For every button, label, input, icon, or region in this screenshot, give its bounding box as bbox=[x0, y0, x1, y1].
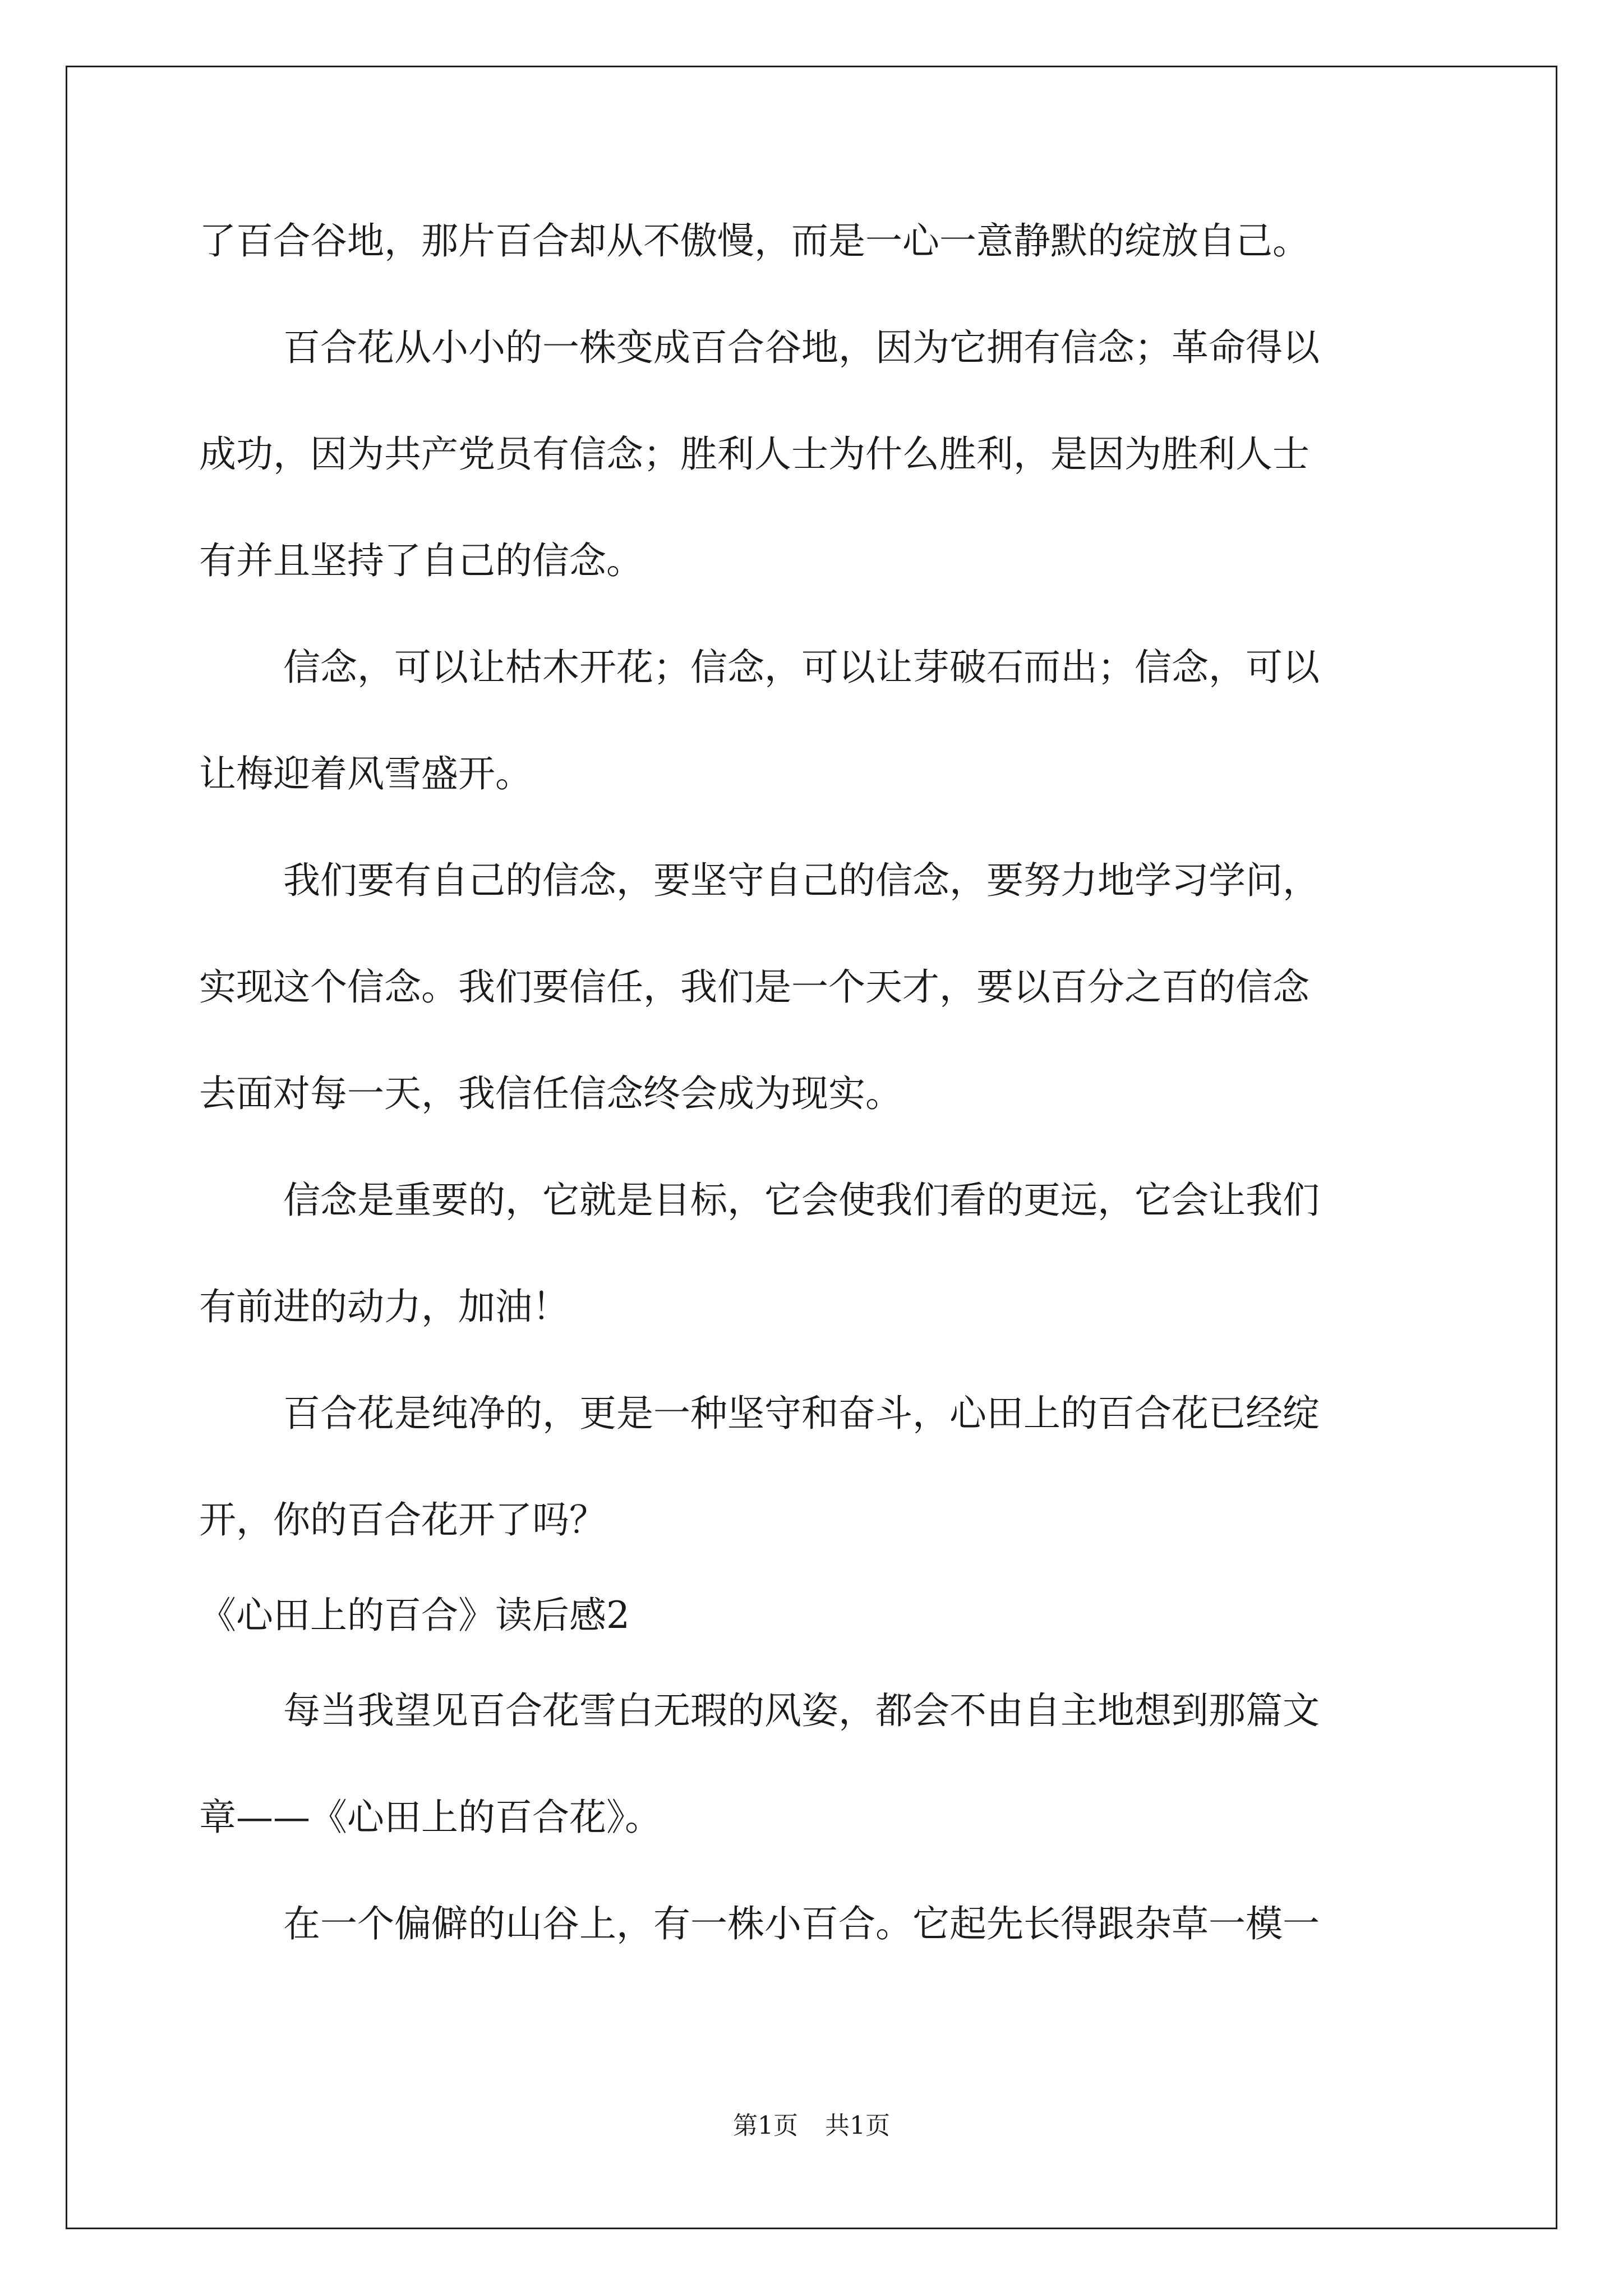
paragraph-start: 百合花是纯净的，更是一种坚守和奋斗，心田上的百合花已经绽 bbox=[283, 1392, 1320, 1435]
page-number: 第1页 bbox=[733, 2111, 798, 2140]
section-title: 《心田上的百合》读后感2 bbox=[199, 1594, 630, 1637]
text-line: 有前进的动力，加油！ bbox=[199, 1285, 569, 1328]
text-line: 有并且坚持了自己的信念。 bbox=[199, 539, 643, 582]
page-footer bbox=[0, 2109, 1623, 2143]
paragraph-start: 信念，可以让枯木开花；信念，可以让芽破石而出；信念，可以 bbox=[283, 646, 1320, 689]
paragraph-start: 百合花从小小的一株变成百合谷地，因为它拥有信念；革命得以 bbox=[283, 326, 1320, 369]
text-line: 实现这个信念。我们要信任，我们是一个天才，要以百分之百的信念 bbox=[199, 965, 1310, 1009]
text-line: 去面对每一天，我信任信念终会成为现实。 bbox=[199, 1072, 902, 1115]
paragraph-start: 在一个偏僻的山谷上，有一株小百合。它起先长得跟杂草一模一 bbox=[283, 1902, 1320, 1945]
text-line: 让梅迎着风雪盛开。 bbox=[199, 752, 532, 795]
page-total: 共1页 bbox=[825, 2111, 890, 2140]
text-line: 了百合谷地，那片百合却从不傲慢，而是一心一意静默的绽放自己。 bbox=[199, 219, 1310, 263]
paragraph-start: 我们要有自己的信念，要坚守自己的信念，要努力地学习学问， bbox=[283, 859, 1320, 902]
paragraph-start: 信念是重要的，它就是目标，它会使我们看的更远，它会让我们 bbox=[283, 1179, 1320, 1222]
text-line: 开，你的百合花开了吗？ bbox=[199, 1498, 606, 1542]
text-line: 成功，因为共产党员有信念；胜利人士为什么胜利，是因为胜利人士 bbox=[199, 432, 1310, 476]
text-line: 章——《心田上的百合花》。 bbox=[199, 1796, 662, 1839]
paragraph-start: 每当我望见百合花雪白无瑕的风姿，都会不由自主地想到那篇文 bbox=[283, 1689, 1320, 1732]
